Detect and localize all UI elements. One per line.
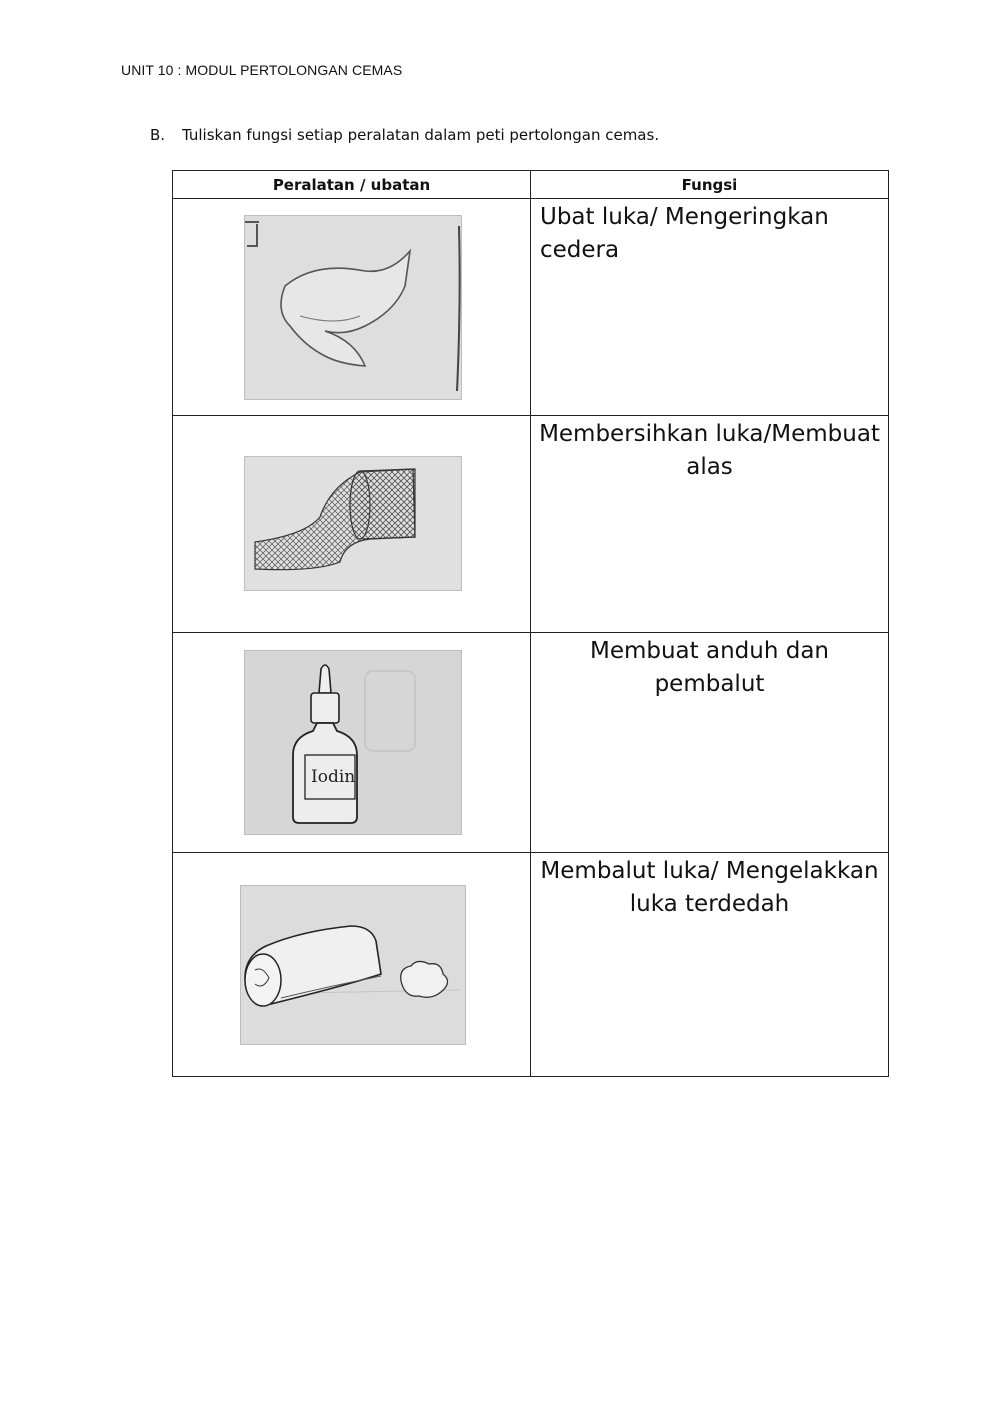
- instruction-letter: B.: [150, 126, 166, 144]
- instruction: [150, 126, 659, 144]
- table-row: [173, 853, 889, 1077]
- image-cell: [173, 633, 531, 853]
- iodine-label: Iodin: [311, 767, 356, 787]
- instruction-text: Tuliskan fungsi setiap peralatan dalam peti pertolongan cemas.: [182, 126, 660, 144]
- fungsi-text: Membersihkan luka/Membuat alas: [539, 421, 880, 480]
- image-cell: [173, 199, 531, 416]
- table-row: [173, 633, 889, 853]
- table-row: [173, 199, 889, 416]
- fungsi-text: Membuat anduh dan pembalut: [589, 638, 829, 697]
- table-header-row: [173, 171, 889, 199]
- fungsi-text: Membalut luka/ Mengelakkan luka terdedah: [540, 858, 879, 917]
- image-cell: [173, 416, 531, 633]
- header-fungsi: Fungsi: [531, 171, 889, 199]
- iodine-bottle-icon: [244, 650, 462, 835]
- fungsi-cell: [531, 853, 889, 1077]
- fungsi-text: Ubat luka/ Mengeringkan cedera: [540, 204, 829, 263]
- bandage-roll-icon: [244, 456, 462, 591]
- image-cell: [173, 853, 531, 1077]
- fungsi-cell: [531, 633, 889, 853]
- page-header: UNIT 10 : MODUL PERTOLONGAN CEMAS: [121, 62, 403, 78]
- cotton-roll-icon: [240, 885, 466, 1045]
- fungsi-cell: [531, 199, 889, 416]
- table-row: [173, 416, 889, 633]
- header-peralatan: Peralatan / ubatan: [173, 171, 531, 199]
- cloth-gauze-icon: [244, 215, 462, 400]
- equipment-table: [172, 170, 889, 1077]
- fungsi-cell: [531, 416, 889, 633]
